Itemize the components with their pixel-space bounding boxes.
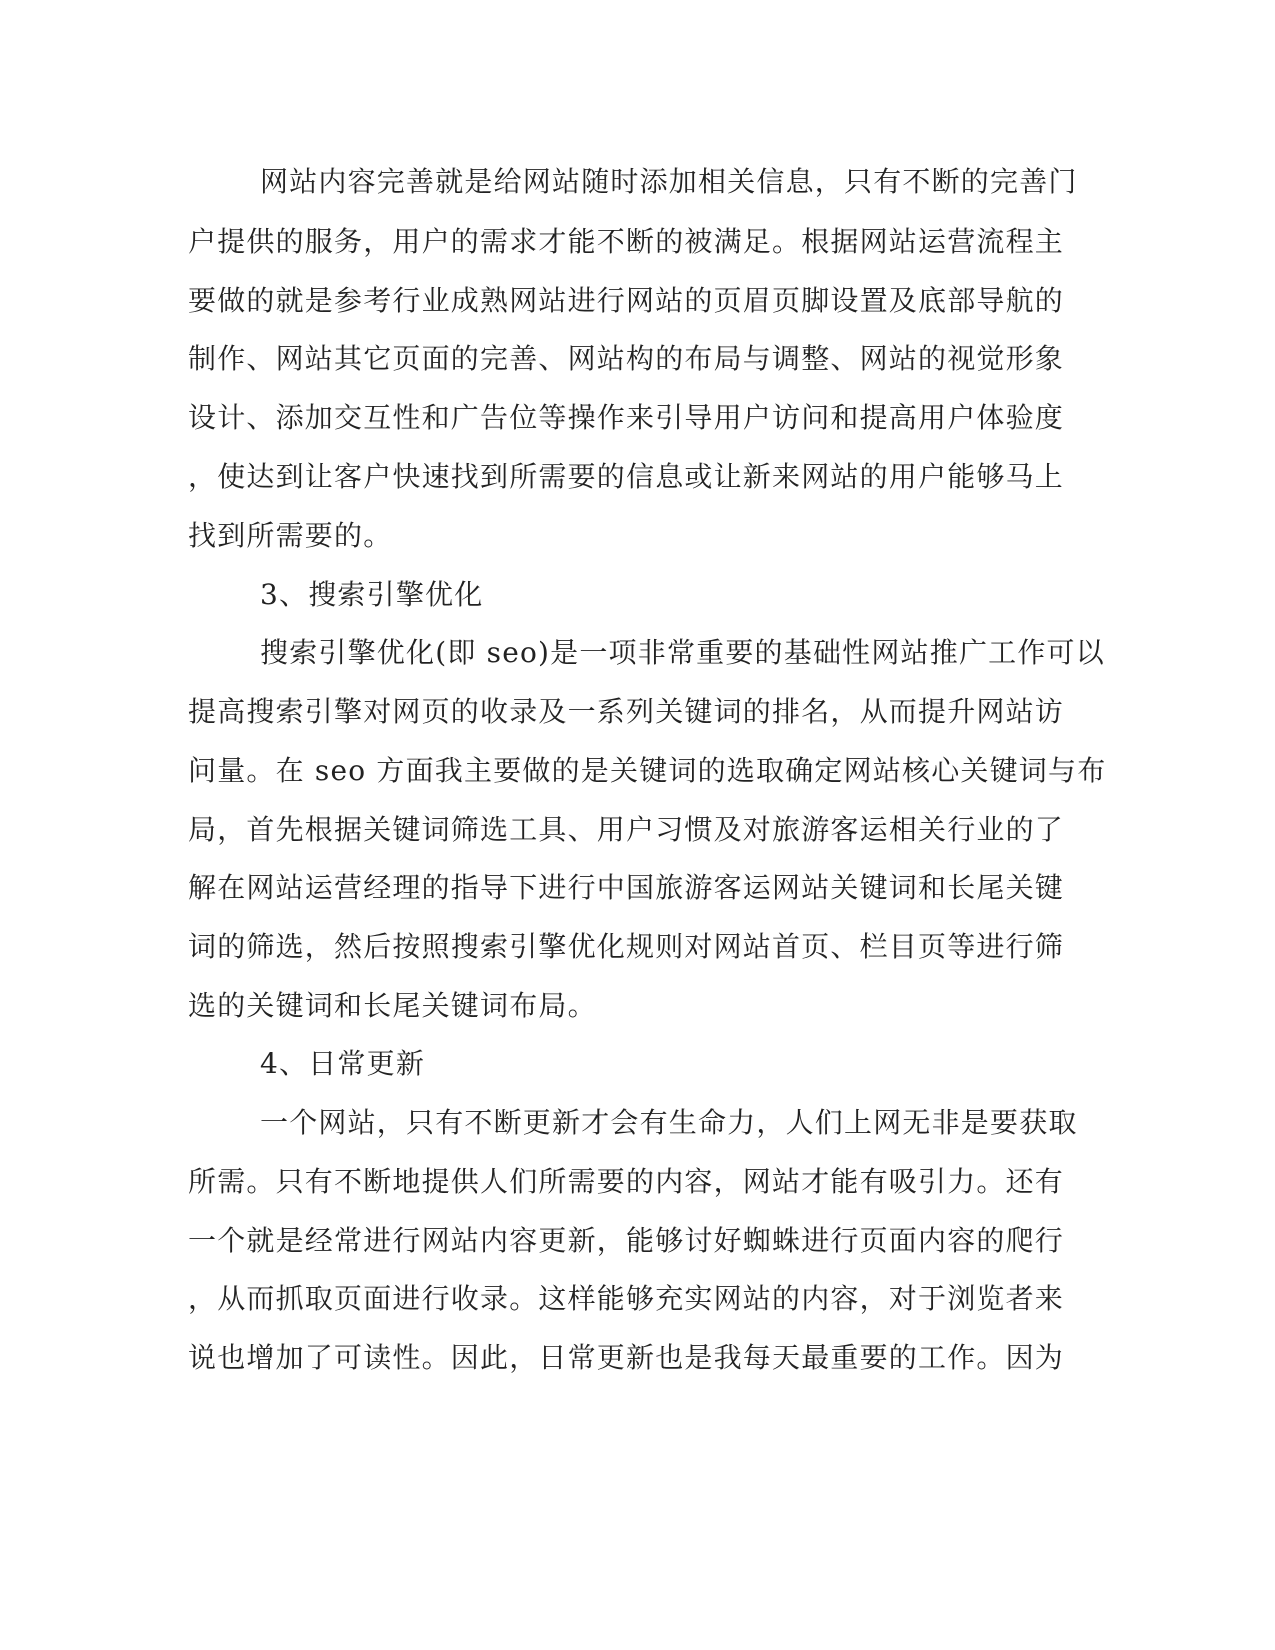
section-heading-3: 3、搜索引擎优化 [260,578,484,611]
paragraph-2-line-2: 提高搜索引擎对网页的收录及一系列关键词的排名，从而提升网站访 [188,695,1065,728]
paragraph-3-line-2: 所需。只有不断地提供人们所需要的内容，网站才能有吸引力。还有 [188,1165,1065,1198]
paragraph-1-line-7: 找到所需要的。 [188,519,393,552]
paragraph-2-line-1: 搜索引擎优化(即 seo)是一项非常重要的基础性网站推广工作可以 [260,636,1105,669]
paragraph-3-line-3: 一个就是经常进行网站内容更新，能够讨好蜘蛛进行页面内容的爬行 [188,1224,1065,1257]
paragraph-1-line-6: ，使达到让客户快速找到所需要的信息或让新来网站的用户能够马上 [188,460,1065,493]
paragraph-1-line-1: 网站内容完善就是给网站随时添加相关信息，只有不断的完善门 [260,165,1078,198]
paragraph-3-line-1: 一个网站，只有不断更新才会有生命力，人们上网无非是要获取 [260,1106,1078,1139]
paragraph-1-line-4: 制作、网站其它页面的完善、网站构的布局与调整、网站的视觉形象 [188,342,1065,375]
paragraph-3-line-4: ，从而抓取页面进行收录。这样能够充实网站的内容，对于浏览者来 [188,1282,1065,1315]
section-heading-4: 4、日常更新 [260,1047,426,1080]
paragraph-2-line-6: 词的筛选，然后按照搜索引擎优化规则对网站首页、栏目页等进行筛 [188,930,1065,963]
paragraph-2-line-3: 问量。在 seo 方面我主要做的是关键词的选取确定网站核心关键词与布 [188,754,1107,787]
paragraph-2-line-7: 选的关键词和长尾关键词布局。 [188,989,597,1022]
paragraph-2-line-4: 局，首先根据关键词筛选工具、用户习惯及对旅游客运相关行业的了 [188,813,1065,846]
paragraph-1-line-2: 户提供的服务，用户的需求才能不断的被满足。根据网站运营流程主 [188,225,1065,258]
paragraph-2-line-5: 解在网站运营经理的指导下进行中国旅游客运网站关键词和长尾关键 [188,871,1065,904]
paragraph-1-line-5: 设计、添加交互性和广告位等操作来引导用户访问和提高用户体验度 [188,401,1065,434]
paragraph-3-line-5: 说也增加了可读性。因此，日常更新也是我每天最重要的工作。因为 [188,1341,1065,1374]
paragraph-1-line-3: 要做的就是参考行业成熟网站进行网站的页眉页脚设置及底部导航的 [188,284,1065,317]
